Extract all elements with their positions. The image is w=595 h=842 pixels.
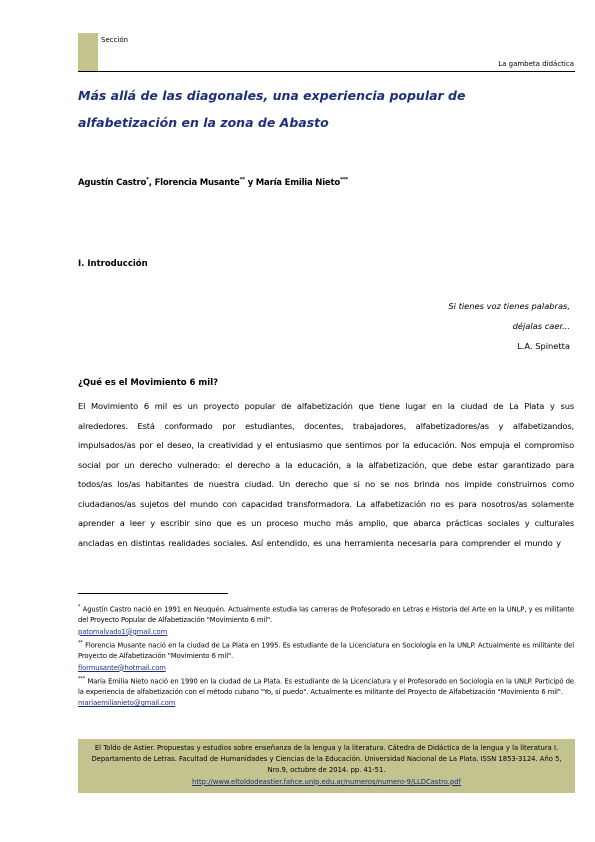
running-head: La gambeta didáctica (498, 60, 574, 68)
author-name: Florencia Musante (154, 177, 240, 188)
subsection-heading: ¿Qué es el Movimiento 6 mil? (78, 378, 219, 388)
epigraph-attribution: L.A. Spinetta (517, 341, 570, 351)
author-separator: , (148, 177, 155, 188)
section-label: Sección (101, 36, 129, 44)
article-title: Más allá de las diagonales, una experiencia popular de alfabetización en la zona de Abasto (78, 88, 466, 130)
footnotes (78, 602, 574, 710)
footnote-mark: ** (78, 639, 83, 646)
footnote-text: Florencia Musante nació en la ciudad de La Plata en 1995. Es estudiante de la Licenciatura en Sociología en la UNLP. Actualmente es militante del Proyecto de Alfabetización "Movimiento 6 mil". (78, 641, 574, 661)
epigraph (448, 296, 570, 356)
footnote-text: María Emilia Nieto nació en 1990 en la ciudad de La Plata. Es estudiante de la Licenciatura y el Profesorado en Sociología en la UNLP. Participó de la experiencia de alfabetización con el método cubano "Yo, sí puedo". Actualmente es militante del Proyecto de Alfabetización "Movimiento 6 mil". (78, 677, 574, 697)
body-paragraph: El Movimiento 6 mil es un proyecto popular de alfabetización que tiene lugar en la ciudad de La Plata y sus alrededores. Está conformado por estudiantes, docentes, trabajadores, alfabetizadores/as y alfabetizandos, impulsados/as por el deseo, la creatividad y el entusiasmo que sentimos por la educación. Nos empuja el compromiso social por un derecho vulnerado: el derecho a la educación, a la alfabetización, que debe estar garantizado para todos/as los/as habitantes de nuestra ciudad. Un derecho que si no se nos brinda nos impide construirnos como ciudadanos/as sujetos del mundo con capacidad transformadora. La alfabetización no es para nosotros/as solamente aprender a leer y escribir sino que es un proceso mucho más amplio, que abarca prácticas sociales y culturales ancladas en distintas realidades sociales. Así entendido, es una herramienta necesaria para comprender el mundo y (78, 401, 574, 548)
author-name: Agustín Castro (78, 177, 147, 188)
email-link[interactable]: mariaemilianieto@gmail.com (78, 699, 176, 708)
citation-box (78, 739, 575, 793)
epigraph-line: déjalas caer... (512, 321, 570, 331)
citation-url-link[interactable]: http://www.eltoldodeastier.fahce.unlp.edu.ar/numeros/numero-9/LLDCastro.pdf (192, 777, 461, 786)
footnote (78, 602, 574, 638)
header-rule (78, 71, 575, 72)
author-separator: y (244, 177, 256, 188)
epigraph-line: Si tienes voz tienes palabras, (448, 301, 570, 311)
email-link[interactable]: flormusante@hotmail.com (78, 663, 166, 672)
footnote-rule (78, 593, 228, 594)
footnote (78, 638, 574, 674)
citation-text: El Toldo de Astier. Propuestas y estudios sobre enseñanza de la lengua y la literatura. Cátedra de Didáctica de la lengua y la literatura I. Departamento de Letras. Facultad de Humanidades y Ciencias de la Educación. Universidad Nacional de La Plata. ISSN 1853-3124. Año 5, Nro.9, octubre de 2014. pp. 41-51. (91, 744, 562, 775)
author-name: María Emilia Nieto (255, 177, 340, 188)
author-footnote-mark[interactable]: * (146, 177, 149, 183)
footnote-mark: * (78, 604, 81, 610)
footnote (78, 674, 574, 710)
footnote-text: Agustín Castro nació en 1991 en Neuquén. Actualmente estudia las carreras de Profesorado en Letras e Historia del Arte en la UNLP, y es militante del Proyecto Popular de Alfabetización "Movimiento 6 mil". (78, 605, 574, 625)
author-footnote-mark[interactable]: *** (340, 177, 349, 183)
section-heading: I. Introducción (78, 259, 148, 269)
email-link[interactable]: patomalvado1@gmail.com (78, 627, 168, 636)
section-color-block (78, 33, 98, 71)
author-footnote-mark[interactable]: ** (239, 177, 245, 183)
author-line (78, 177, 348, 188)
footnote-mark: *** (78, 675, 86, 682)
